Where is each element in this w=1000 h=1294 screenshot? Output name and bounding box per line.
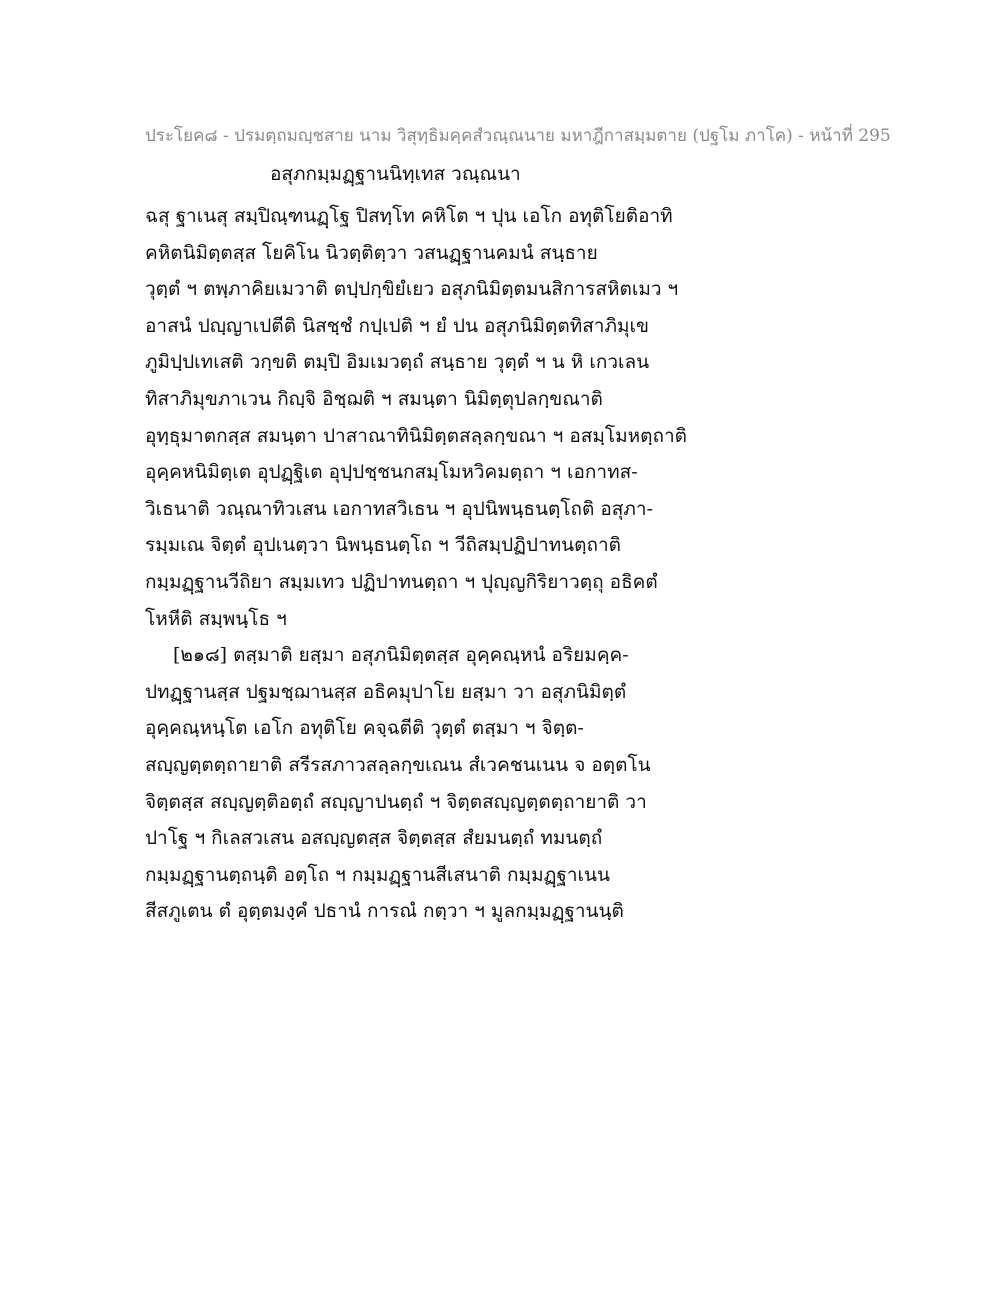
text-line: อุคฺคณฺหนฺโต เอโก อทุติโย คจฺฉตีติ วุตฺตํ ตสฺมา ฯ จิตฺต- — [145, 717, 584, 740]
text-line: กมฺมฏฺฐานตฺถนฺติ อตฺโถ ฯ กมฺมฏฺฐานสีเสนาติ กมฺมฏฺฐาเนน — [145, 863, 610, 886]
text-line: จิตฺตสฺส สญฺญตฺติอตฺถํ สญฺญาปนตฺถํ ฯ จิตฺตสญฺญตฺตตฺถายาติ วา — [145, 790, 647, 813]
text-line: โหหีติ สมฺพนฺโธ ฯ — [145, 607, 287, 630]
section-title: อสุภกมฺมฏฺฐานนิทฺเทส วณฺณนา — [270, 163, 521, 185]
text-line: ฉสุ ฐาเนสุ สมฺปิณฺฑนฏฺโฐ ปิสทฺโท คหิโต ฯ ปุน เอโก อทุติโยติอาทิ — [145, 205, 673, 227]
text-line: สีสภูเตน ตํ อุตฺตมงฺคํ ปธานํ การณํ กตฺวา ฯ มูลกมฺมฏฺฐานนฺติ — [145, 900, 624, 923]
text-line: ปาโฐ ฯ กิเลสวเสน อสญฺญตสฺส จิตฺตสฺส สํยมนตฺถํ ทมนตฺถํ — [145, 827, 603, 850]
page-header: ประโยค๘ - ปรมตฺถมญฺชสาย นาม วิสุทฺธิมคฺคสํวณฺณนาย มหาฎีกาสมฺมตาย (ปฐโม ภาโค) - หน้าที่ 295 — [145, 126, 891, 146]
text-line: วุตฺตํ ฯ ตพฺภาคิยเมวาติ ตปฺปกฺขิยํเยว อสุภนิมิตฺตมนสิการสหิตเมว ฯ — [145, 278, 679, 301]
text-line: ปทฏฺฐานสฺส ปฐมชฺฌานสฺส อธิคมุปาโย ยสฺมา วา อสุภนิมิตฺตํ — [145, 680, 627, 703]
text-line: อุทฺธุมาตกสฺส สมนฺตา ปาสาณาทินิมิตฺตสลฺลกฺขณา ฯ อสมฺโมหตฺถาติ — [145, 424, 688, 447]
text-line: อุคฺคหนิมิตฺเต อุปฏฺฐิเต อุปฺปชฺชนกสมฺโมหวิคมตฺถา ฯ เอกาทส- — [145, 461, 638, 484]
text-line: วิเธนาติ วณฺณาทิวเสน เอกาทสวิเธน ฯ อุปนิพนฺธนตฺโถติ อสุภา- — [145, 497, 653, 520]
text-line: สญฺญตฺตตฺถายาติ สรีรสภาวสลฺลกฺขเณน สํเวคชนเนน จ อตฺตโน — [145, 753, 651, 776]
text-line: รมฺมเณ จิตฺตํ อุปเนตฺวา นิพนฺธนตฺโถ ฯ วีถิสมฺปฏิปาทนตฺถาติ — [145, 534, 622, 557]
text-line: ภูมิปฺปเทเสติ วกฺขติ ตมฺปิ อิมเมวตฺถํ สนฺธาย วุตฺตํ ฯ น หิ เกวเลน — [145, 351, 650, 374]
text-line: อาสนํ ปญฺญาเปตีติ นิสชฺชํ กปฺเปติ ฯ ยํ ปน อสุภนิมิตฺตทิสาภิมุเข — [145, 314, 650, 337]
text-line: กมฺมฏฺฐานวีถิยา สมฺมเทว ปฏิปาทนตฺถา ฯ ปุญฺญกิริยาวตฺถุ อธิคตํ — [145, 570, 658, 593]
paragraph-start-line: [๒๑๘] ตสฺมาติ ยสฺมา อสุภนิมิตฺตสฺส อุคฺคณฺหนํ อริยมคฺค- — [173, 644, 629, 667]
body-text — [145, 201, 865, 933]
text-line: ทิสาภิมุขภาเวน กิญฺจิ อิชฺฌติ ฯ สมนฺตา นิมิตฺตุปลกฺขณาติ — [145, 387, 603, 410]
text-line: คหิตนิมิตฺตสฺส โยคิโน นิวตฺติตฺวา วสนฏฺฐานคมนํ สนฺธาย — [145, 241, 598, 264]
